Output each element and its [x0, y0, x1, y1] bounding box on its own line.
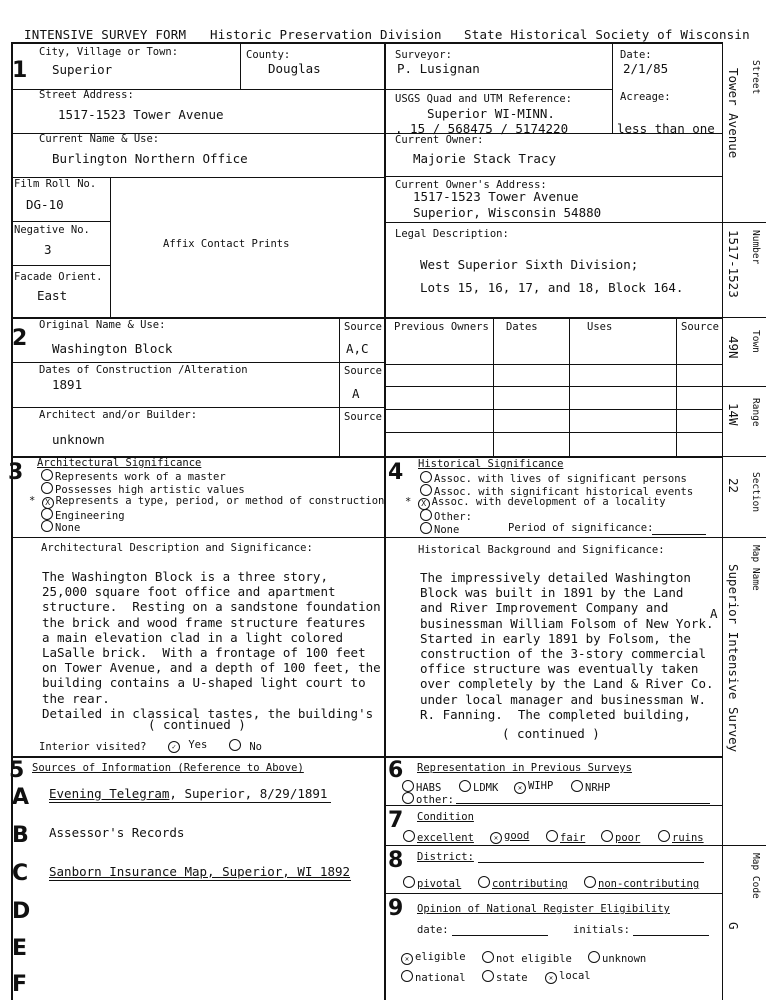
- dates-of-construction-label: Dates of Construction /Alteration: [39, 364, 248, 376]
- district-non-contributing-option[interactable]: non-contributing: [584, 876, 699, 890]
- eligibility-initials-label: initials:: [573, 924, 630, 936]
- section-number-4: 4: [388, 460, 404, 485]
- sidebar-map-name-label: Map Name: [750, 545, 761, 591]
- district-pivotal-option[interactable]: pivotal: [403, 876, 461, 890]
- condition-ruins-option[interactable]: ruins: [658, 830, 704, 844]
- sidebar-town-label: Town: [750, 330, 761, 353]
- current-name-label: Current Name & Use:: [39, 133, 160, 145]
- radio-circle-icon: [41, 520, 53, 532]
- eligibility-unknown-option[interactable]: unknown: [588, 951, 646, 965]
- source-letter-f: F: [12, 972, 28, 997]
- source-a: Evening Telegram, Superior, 8/29/1891: [49, 786, 328, 801]
- street-address-label: Street Address:: [39, 89, 134, 101]
- surveyor-label: Surveyor:: [395, 49, 452, 61]
- radio-circle-icon: [601, 830, 613, 842]
- section-number-1: 1: [12, 58, 28, 83]
- original-name-source: A,C: [346, 341, 369, 356]
- survey-other-option[interactable]: other:: [402, 792, 454, 806]
- utm-reference: . 15 / 568475 / 5174220: [395, 121, 569, 136]
- source-letter-c: C: [12, 861, 29, 886]
- dates-of-construction-value: 1891: [52, 377, 83, 392]
- arch-option-none[interactable]: None: [41, 520, 80, 534]
- source-c: Sanborn Insurance Map, Superior, WI 1892: [49, 864, 351, 879]
- date-value: 2/1/85: [623, 61, 669, 76]
- date-label: Date:: [620, 49, 652, 61]
- interior-visited-label: Interior visited?: [39, 741, 147, 753]
- radio-circle-icon: [420, 484, 432, 496]
- source-b: Assessor's Records: [49, 825, 185, 840]
- form-title: INTENSIVE SURVEY FORM: [24, 27, 187, 42]
- source-letter-d: D: [12, 899, 31, 924]
- sidebar-number-label: Number: [750, 230, 761, 265]
- radio-circle-icon: [459, 780, 471, 792]
- uses-header: Uses: [587, 321, 613, 333]
- sidebar-section-label: Section: [750, 472, 761, 513]
- radio-circle-icon: [482, 970, 494, 982]
- radio-circle-icon: [229, 739, 241, 751]
- radio-circle-icon: [658, 830, 670, 842]
- legal-description-line2: Lots 15, 16, 17, and 18, Block 164.: [420, 280, 684, 295]
- sidebar-map-code-value: G: [726, 922, 741, 930]
- section-number-9: 9: [388, 896, 404, 921]
- facade-label: Facade Orient.: [14, 271, 103, 283]
- section-number-2: 2: [12, 326, 28, 351]
- hist-option-events[interactable]: Assoc. with significant historical events: [420, 484, 693, 498]
- sidebar-range-label: Range: [750, 398, 761, 427]
- eligibility-eligible-option[interactable]: ✕ eligible: [401, 951, 466, 965]
- survey-ldmk-option[interactable]: LDMK: [459, 780, 498, 794]
- acreage-value: less than one: [617, 121, 715, 136]
- survey-wihp-option[interactable]: ✕ WIHP: [514, 780, 553, 794]
- division-name: Historic Preservation Division: [210, 27, 442, 42]
- sidebar-street-value: Tower Avenue: [726, 68, 741, 159]
- radio-circle-icon: [401, 970, 413, 982]
- surveyor-value: P. Lusignan: [397, 61, 480, 76]
- architect-value: unknown: [52, 432, 105, 447]
- sources-title: Sources of Information (Reference to Above): [32, 762, 304, 774]
- survey-nrhp-option[interactable]: NRHP: [571, 780, 610, 794]
- negative-value: 3: [44, 242, 52, 257]
- usgs-label: USGS Quad and UTM Reference:: [395, 93, 573, 105]
- period-of-significance-label: Period of significance:: [508, 522, 654, 534]
- section-number-8: 8: [388, 848, 404, 873]
- sidebar-map-code-label: Map Code: [750, 853, 761, 899]
- section-number-5: 5: [9, 758, 25, 783]
- source-header-2: Source: [344, 365, 382, 377]
- arch-description-text: The Washington Block is a three story, 25,000 square foot office and apartment structure. Resting on a sandstone foundation the brick and wood frame structure features a main elevation clad in a light colored LaSalle brick. With a frontage of 100 feet on Tower Avenue, and a depth of 100 feet, the building contains a U-shaped light court to the rear. Detailed in classical tastes, the building's: [42, 569, 381, 721]
- eligibility-state-option[interactable]: state: [482, 970, 528, 984]
- radio-circle-icon: [403, 876, 415, 888]
- source-header-1: Source: [344, 321, 382, 333]
- condition-excellent-option[interactable]: excellent: [403, 830, 474, 844]
- contact-prints-area: Affix Contact Prints: [163, 238, 290, 250]
- historical-background-label: Historical Background and Significance:: [418, 544, 665, 556]
- radio-circle-icon: [41, 482, 53, 494]
- county-value: Douglas: [268, 61, 321, 76]
- condition-title: Condition: [417, 811, 474, 823]
- current-name-value: Burlington Northern Office: [52, 151, 248, 166]
- checked-circle-icon: X: [418, 498, 430, 510]
- source-letter-b: B: [12, 823, 29, 848]
- source-letter-a: A: [12, 785, 30, 810]
- owner-address-line1: 1517-1523 Tower Avenue: [413, 189, 579, 204]
- radio-circle-icon: [588, 951, 600, 963]
- section-number-6: 6: [388, 758, 404, 783]
- asterisk-mark: *: [29, 495, 36, 507]
- radio-circle-icon: [403, 830, 415, 842]
- source-header-owners: Source: [681, 321, 719, 333]
- historical-continued: ( continued ): [502, 726, 600, 741]
- city-value: Superior: [52, 62, 113, 77]
- radio-circle-icon: [584, 876, 596, 888]
- arch-description-label: Architectural Description and Significance:: [41, 542, 313, 554]
- section-number-7: 7: [388, 808, 404, 833]
- society-name: State Historical Society of Wisconsin: [464, 27, 750, 42]
- owner-address-label: Current Owner's Address:: [395, 179, 547, 191]
- acreage-label: Acreage:: [620, 91, 671, 103]
- hist-option-persons[interactable]: Assoc. with lives of significant persons: [420, 471, 687, 485]
- county-label: County:: [246, 49, 291, 61]
- radio-circle-icon: [420, 522, 432, 534]
- negative-label: Negative No.: [14, 224, 90, 236]
- checked-circle-icon: ✕: [401, 953, 413, 965]
- radio-circle-icon: [402, 792, 414, 804]
- eligibility-national-option[interactable]: national: [401, 970, 466, 984]
- architectural-significance-title: Architectural Significance: [37, 457, 202, 469]
- sidebar-town-value: 49N: [726, 336, 741, 359]
- condition-fair-option[interactable]: fair: [546, 830, 585, 844]
- checked-circle-icon: ✕: [490, 832, 502, 844]
- source-header-3: Source: [344, 411, 382, 423]
- previous-owners-header: Previous Owners: [394, 321, 489, 333]
- usgs-quad: Superior WI-MINN.: [427, 106, 555, 121]
- radio-circle-icon: [41, 469, 53, 481]
- checked-circle-icon: ✕: [514, 782, 526, 794]
- radio-circle-icon: [482, 951, 494, 963]
- facade-value: East: [37, 288, 68, 303]
- checked-circle-icon: X: [42, 497, 54, 509]
- radio-circle-icon: [546, 830, 558, 842]
- radio-circle-icon: [402, 780, 414, 792]
- eligibility-local-option[interactable]: ✕ local: [545, 970, 591, 984]
- sidebar-street-label: Street: [750, 60, 761, 95]
- city-label: City, Village or Town:: [39, 46, 179, 58]
- sidebar-section-value: 22: [726, 478, 741, 494]
- eligibility-date-label: date:: [417, 924, 449, 936]
- architect-label: Architect and/or Builder:: [39, 409, 198, 421]
- condition-poor-option[interactable]: poor: [601, 830, 640, 844]
- arch-option-master[interactable]: Represents work of a master: [41, 469, 226, 483]
- original-name-value: Washington Block: [52, 341, 173, 356]
- radio-circle-icon: [571, 780, 583, 792]
- current-owner-label: Current Owner:: [395, 134, 484, 146]
- source-letter-e: E: [12, 936, 28, 961]
- previous-surveys-title: Representation in Previous Surveys: [417, 762, 632, 774]
- asterisk-mark: *: [405, 496, 412, 508]
- district-title: District:: [417, 851, 474, 863]
- sidebar-map-name-value: Superior Intensive Survey: [726, 564, 741, 753]
- hist-option-locality[interactable]: * X Assoc. with development of a locality: [405, 496, 666, 508]
- radio-circle-icon: [41, 508, 53, 520]
- interior-no-option[interactable]: No: [229, 739, 262, 753]
- district-contributing-option[interactable]: contributing: [478, 876, 568, 890]
- owner-address-line2: Superior, Wisconsin 54880: [413, 205, 602, 220]
- condition-good-option[interactable]: ✕ good: [490, 830, 529, 844]
- radio-circle-icon: [420, 471, 432, 483]
- checked-circle-icon: ✓: [168, 741, 180, 753]
- arch-option-artistic[interactable]: Possesses high artistic values: [41, 482, 245, 496]
- source-note-a: A: [710, 606, 718, 621]
- arch-option-engineering[interactable]: Engineering: [41, 508, 125, 522]
- dates-header: Dates: [506, 321, 538, 333]
- eligibility-title: Opinion of National Register Eligibility: [417, 903, 670, 915]
- current-owner-value: Majorie Stack Tracy: [413, 151, 556, 166]
- interior-yes-option[interactable]: ✓ Yes: [168, 739, 207, 753]
- hist-option-none[interactable]: None: [420, 522, 459, 536]
- survey-habs-option[interactable]: HABS: [402, 780, 441, 794]
- construction-source: A: [352, 386, 360, 401]
- original-name-label: Original Name & Use:: [39, 319, 166, 331]
- radio-circle-icon: [478, 876, 490, 888]
- radio-circle-icon: [420, 509, 432, 521]
- section-number-3: 3: [8, 460, 24, 485]
- eligibility-not-eligible-option[interactable]: not eligible: [482, 951, 572, 965]
- arch-option-type[interactable]: * X Represents a type, period, or method of construction: [29, 495, 385, 507]
- period-of-significance-line: [652, 534, 706, 535]
- street-address-value: 1517-1523 Tower Avenue: [58, 107, 224, 122]
- arch-continued: ( continued ): [148, 717, 246, 732]
- film-roll-value: DG-10: [26, 197, 64, 212]
- historical-background-text: The impressively detailed Washington Block was built in 1891 by the Land and River Improvement Company and businessman William Folsom of New York. Started in early 1891 by Folsom, the construction of the 3-story commercial office structure was eventually taken over completely by the Land & River Co. under local manager and businessman W. R. Fanning. The completed building,: [420, 570, 714, 722]
- legal-description-label: Legal Description:: [395, 228, 509, 240]
- checked-circle-icon: ✕: [545, 972, 557, 984]
- film-roll-label: Film Roll No.: [14, 178, 97, 190]
- sidebar-number-value: 1517-1523: [726, 230, 741, 298]
- historical-significance-title: Historical Significance: [418, 458, 564, 470]
- hist-option-other[interactable]: Other:: [420, 509, 472, 523]
- legal-description-line1: West Superior Sixth Division;: [420, 257, 639, 272]
- sidebar-range-value: 14W: [726, 403, 741, 426]
